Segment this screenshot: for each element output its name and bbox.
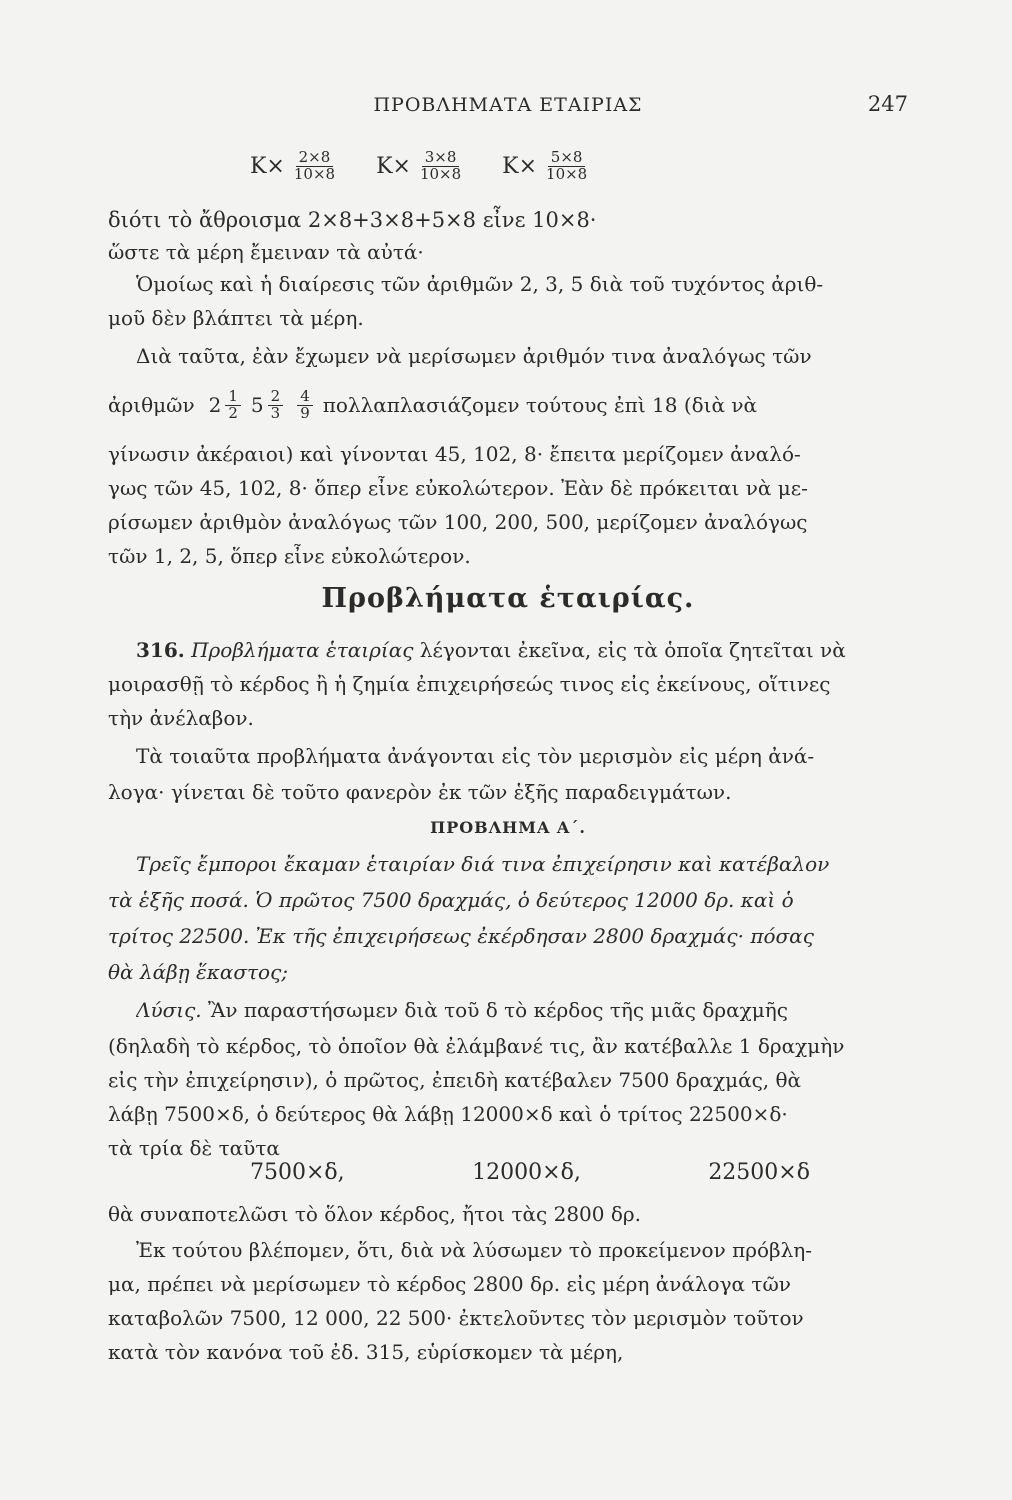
- mixed-whole: 5: [250, 393, 264, 417]
- fraction-prefix: Κ×: [502, 153, 538, 179]
- running-title: ΠΡΟΒΛΗΜΑΤΑ ΕΤΑΙΡΙΑΣ: [373, 94, 643, 116]
- text-line: [136, 998, 908, 1022]
- mixed-numbers-line: [108, 380, 908, 430]
- fraction: [543, 147, 590, 183]
- text-line: γίνωσιν ἀκέραιοι) καὶ γίνονται 45, 102, 8· ἔπειτα μερίζομεν ἀναλό-: [108, 442, 801, 466]
- fraction-expression: [250, 147, 338, 183]
- text-line: ρίσωμεν ἀριθμὸν ἀναλόγως τῶν 100, 200, 500, μερίζομεν ἀναλόγως: [108, 510, 808, 534]
- text-line: [136, 638, 908, 662]
- text-fragment: πολλαπλασιάζομεν τούτους ἐπὶ 18 (διὰ νὰ: [322, 393, 758, 417]
- text-line: καταβολῶν 7500, 12 000, 22 500· ἐκτελοῦντες τὸν μερισμὸν τοῦτον: [108, 1306, 804, 1330]
- fraction-expression: [376, 147, 464, 183]
- text-line: Τρεῖς ἔμποροι ἔκαμαν ἑταιρίαν διά τινα ἐπιχείρησιν καὶ κατέβαλον: [136, 852, 830, 876]
- mixed-whole: 2: [208, 393, 222, 417]
- text-fragment: Ἂν παραστήσωμεν διὰ τοῦ δ τὸ κέρδος τῆς μιᾶς δραχμῆς: [208, 998, 788, 1022]
- text-line: διότι τὸ ἄθροισμα 2×8+3×8+5×8 εἶνε 10×8·: [108, 208, 597, 232]
- fraction-denominator: 10×8: [419, 164, 462, 183]
- fraction-expression: [502, 147, 590, 183]
- fraction-numerator: 1: [225, 389, 241, 406]
- text-line: ὥστε τὰ μέρη ἔμειναν τὰ αὐτά·: [108, 240, 424, 264]
- solution-label: Λύσις.: [136, 998, 202, 1022]
- text-line: τὴν ἀνέλαβον.: [108, 706, 254, 730]
- text-line: λάβῃ 7500×δ, ὁ δεύτερος θὰ λάβῃ 12000×δ καὶ ὁ τρίτος 22500×δ·: [108, 1102, 788, 1126]
- text-line: μα, πρέπει νὰ μερίσωμεν τὸ κέρδος 2800 δρ. εἰς μέρη ἀνάλογα τῶν: [108, 1272, 791, 1296]
- defined-term: Προβλήματα ἑταιρίας: [191, 638, 414, 662]
- text-fragment: λέγονται ἐκεῖνα, εἰς τὰ ὁποῖα ζητεῖται νὰ: [419, 638, 846, 662]
- text-line: τῶν 1, 2, 5, ὅπερ εἶνε εὐκολώτερον.: [108, 544, 471, 568]
- problem-heading: ΠΡΟΒΛΗΜΑ Α΄.: [430, 818, 586, 837]
- fraction-numerator: 3×8: [422, 150, 460, 167]
- text-line: μοῦ δὲν βλάπτει τὰ μέρη.: [108, 306, 364, 330]
- text-line: θὰ συναποτελῶσι τὸ ὅλον κέρδος, ἤτοι τὰς 2800 δρ.: [108, 1202, 642, 1226]
- fraction: [297, 386, 313, 422]
- text-line: τρίτος 22500. Ἐκ τῆς ἐπιχειρήσεως ἐκέρδησαν 2800 δραχμάς· πόσας: [108, 924, 814, 948]
- text-line: Ἐκ τούτου βλέπομεν, ὅτι, διὰ νὰ λύσωμεν τὸ προκείμενον πρόβλη-: [136, 1238, 813, 1262]
- text-line: Τὰ τοιαῦτα προβλήματα ἀνάγονται εἰς τὸν μερισμὸν εἰς μέρη ἀνά-: [136, 744, 815, 768]
- fraction-denominator: 10×8: [293, 164, 336, 183]
- fraction-denominator: 2: [228, 403, 238, 422]
- fraction: [268, 386, 284, 422]
- formula-term: 7500×δ,: [250, 1160, 345, 1185]
- text-line: γως τῶν 45, 102, 8· ὅπερ εἶνε εὐκολώτερον. Ἐὰν δὲ πρόκειται νὰ με-: [108, 476, 808, 500]
- formula-term: 22500×δ: [708, 1160, 810, 1185]
- fraction-prefix: Κ×: [250, 153, 285, 179]
- fraction: [417, 147, 464, 183]
- text-line: Ὁμοίως καὶ ἡ διαίρεσις τῶν ἀριθμῶν 2, 3, 5 διὰ τοῦ τυχόντος ἀριθ-: [136, 272, 824, 296]
- fraction-denominator: 9: [300, 403, 310, 422]
- page-header: [108, 92, 908, 122]
- text-line: τὰ ἑξῆς ποσά. Ὁ πρῶτος 7500 δραχμάς, ὁ δεύτερος 12000 δρ. καὶ ὁ: [108, 888, 794, 912]
- fraction-denominator: 10×8: [546, 164, 588, 183]
- text-line: θὰ λάβῃ ἕκαστος;: [108, 960, 289, 984]
- fraction-numerator: 2: [268, 389, 284, 406]
- text-line: κατὰ τὸν κανόνα τοῦ ἐδ. 315, εὑρίσκομεν τὰ μέρη,: [108, 1340, 624, 1364]
- fraction-numerator: 2×8: [296, 150, 334, 167]
- formula-term: 12000×δ,: [472, 1160, 581, 1185]
- fraction-numerator: 4: [297, 389, 313, 406]
- fraction: [225, 386, 241, 422]
- text-line: τὰ τρία δὲ ταῦτα: [108, 1136, 280, 1160]
- fraction-denominator: 3: [270, 403, 281, 422]
- text-line: (δηλαδὴ τὸ κέρδος, τὸ ὁποῖον θὰ ἐλάμβανέ τις, ἂν κατέβαλλε 1 δραχμὴν: [108, 1034, 845, 1058]
- text-line: εἰς τὴν ἐπιχείρησιν), ὁ πρῶτος, ἐπειδὴ κατέβαλεν 7500 δραχμάς, θὰ: [108, 1068, 802, 1092]
- section-heading: Προβλήματα ἑταιρίας.: [321, 583, 695, 614]
- page-number: 247: [867, 92, 908, 116]
- paragraph-number: 316.: [136, 638, 185, 662]
- fraction-expressions: [250, 140, 770, 192]
- fraction: [291, 147, 338, 183]
- text-line: Διὰ ταῦτα, ἐὰν ἔχωμεν νὰ μερίσωμεν ἀριθμόν τινα ἀναλόγως τῶν: [136, 344, 812, 368]
- formula-line: [250, 1160, 810, 1185]
- text-fragment: ἀριθμῶν: [108, 393, 195, 417]
- fraction-numerator: 5×8: [548, 150, 586, 167]
- text-line: λογα· γίνεται δὲ τοῦτο φανερὸν ἐκ τῶν ἑξῆς παραδειγμάτων.: [108, 780, 732, 804]
- fraction-prefix: Κ×: [376, 153, 411, 179]
- text-line: μοιρασθῇ τὸ κέρδος ἢ ἡ ζημία ἐπιχειρήσεώς τινος εἰς ἐκείνους, οἵτινες: [108, 672, 831, 696]
